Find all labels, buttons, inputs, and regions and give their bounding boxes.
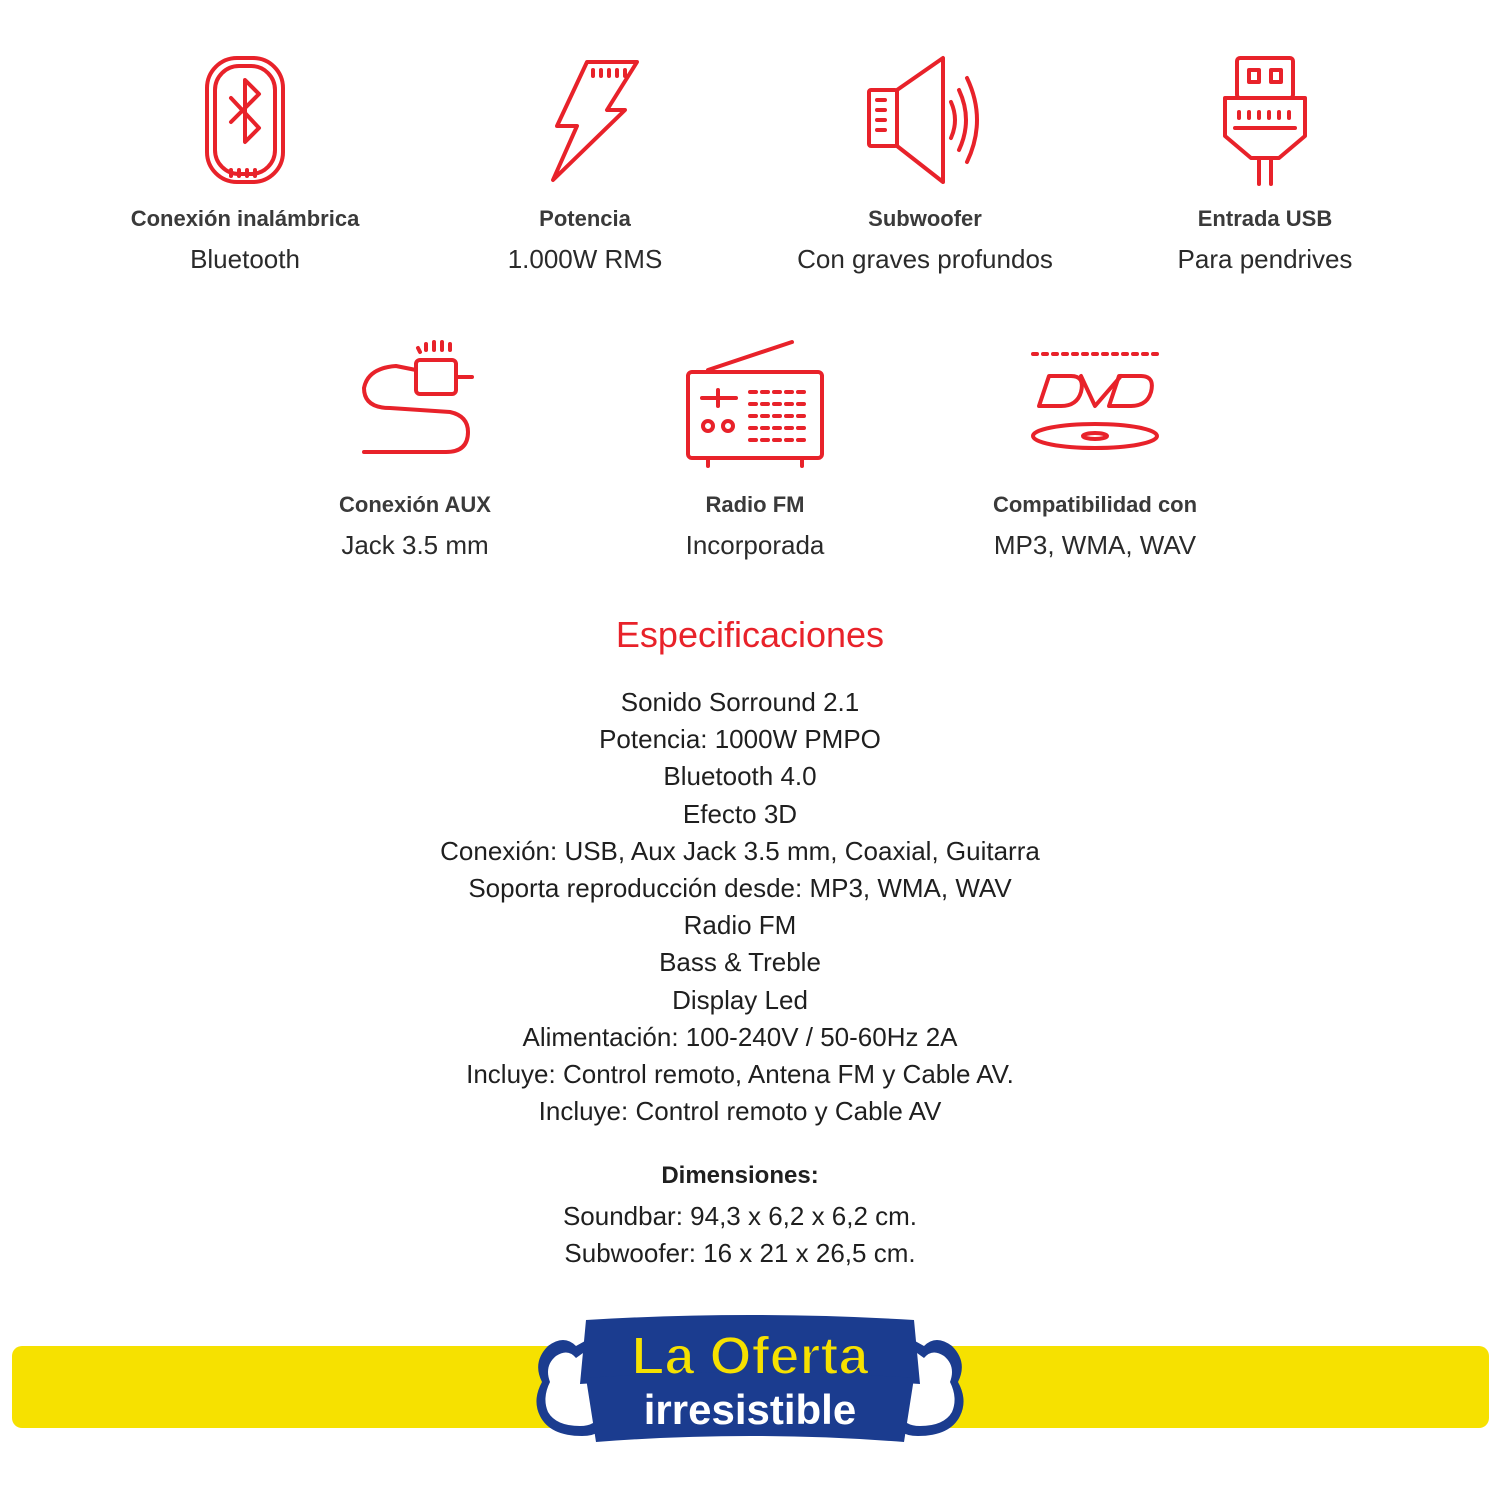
feature-title: Conexión inalámbrica	[130, 206, 360, 231]
spec-item: Sonido Sorround 2.1	[620, 687, 860, 717]
specs-heading: Especificaciones	[615, 614, 885, 655]
feature-subtitle: MP3, WMA, WAV	[993, 530, 1197, 560]
bluetooth-icon	[195, 50, 295, 190]
feature-title: Entrada USB	[1197, 206, 1333, 231]
feature-bluetooth	[80, 50, 410, 274]
dimension-item: Soundbar: 94,3 x 6,2 x 6,2 cm.	[562, 1201, 918, 1231]
spec-item: Soporta reproducción desde: MP3, WMA, WAV	[468, 873, 1012, 904]
spec-item: Conexión: USB, Aux Jack 3.5 mm, Coaxial, Guitarra	[440, 835, 1040, 866]
spec-item: Bluetooth 4.0	[663, 761, 817, 792]
dimensions-heading: Dimensiones:	[661, 1162, 819, 1189]
spec-item: Radio FM	[683, 910, 797, 941]
feature-title: Potencia	[539, 206, 631, 231]
feature-title: Conexión AUX	[339, 492, 491, 517]
feature-radio	[590, 336, 920, 560]
feature-aux	[250, 336, 580, 560]
logo-line1: La Oferta	[631, 1326, 869, 1386]
feature-subtitle: Con graves profundos	[797, 244, 1053, 274]
spec-item: Efecto 3D	[682, 798, 798, 829]
feature-usb	[1100, 50, 1430, 274]
lightning-icon	[525, 50, 645, 190]
spec-item: Incluye: Control remoto, Antena FM y Cable AV.	[466, 1059, 1014, 1090]
logo-line2: irresistible	[643, 1386, 857, 1433]
spec-item: Display Led	[672, 984, 808, 1015]
usb-icon	[1215, 50, 1315, 190]
spec-item: Incluye: Control remoto y Cable AV	[538, 1096, 942, 1127]
feature-subwoofer	[760, 50, 1090, 274]
feature-title: Radio FM	[705, 492, 805, 517]
dvd-icon	[1025, 336, 1165, 466]
feature-title: Compatibilidad con	[992, 492, 1198, 517]
aux-cable-icon	[350, 336, 480, 466]
spec-item: Bass & Treble	[659, 947, 821, 978]
feature-subtitle: Incorporada	[685, 530, 825, 560]
feature-power	[420, 50, 750, 274]
brand-logo	[524, 1312, 976, 1446]
feature-subtitle: Bluetooth	[190, 244, 300, 274]
feature-subtitle: Para pendrives	[1177, 244, 1353, 274]
radio-icon	[680, 336, 830, 471]
spec-item: Alimentación: 100-240V / 50-60Hz 2A	[522, 1021, 958, 1052]
speaker-icon	[855, 50, 995, 190]
dimension-item: Subwoofer: 16 x 21 x 26,5 cm.	[564, 1238, 916, 1268]
feature-subtitle: Jack 3.5 mm	[341, 530, 489, 560]
feature-subtitle: 1.000W RMS	[507, 244, 663, 274]
dimensions-list	[0, 1198, 1480, 1272]
feature-title: Subwoofer	[868, 206, 982, 231]
feature-formats	[930, 336, 1260, 560]
specs-list	[0, 684, 1480, 1130]
spec-item: Potencia: 1000W PMPO	[599, 724, 881, 755]
